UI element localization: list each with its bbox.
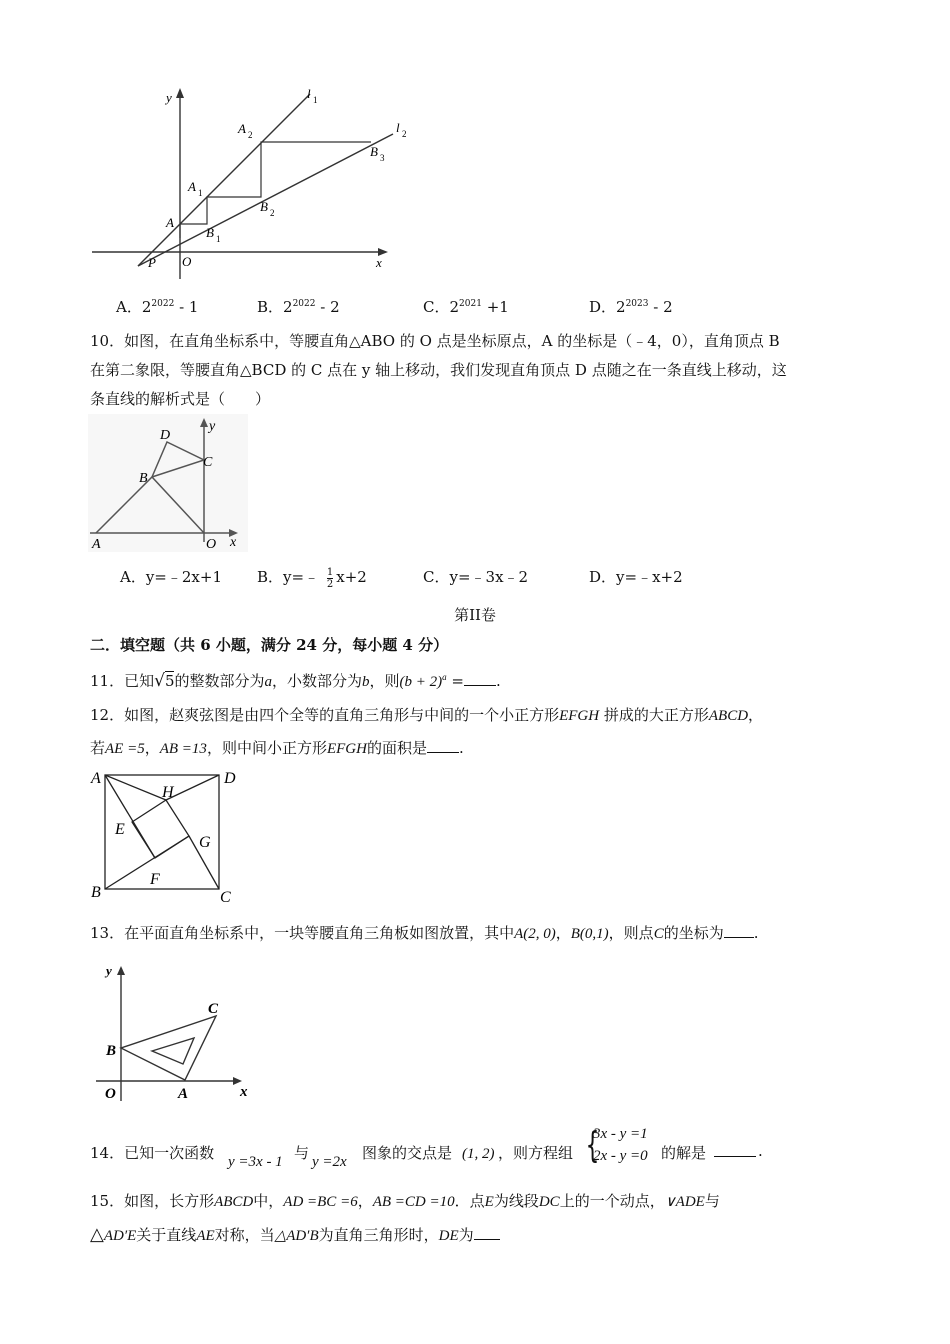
q11-text: 11．已知√5的整数部分为a，小数部分为b，则$(b + 2)^a$ = . bbox=[90, 671, 501, 691]
answer-blank[interactable] bbox=[464, 671, 496, 686]
svg-text:1: 1 bbox=[198, 188, 203, 198]
svg-text:C: C bbox=[208, 1001, 219, 1017]
q9-option-a[interactable]: A．$2^{2022} - 1$ bbox=[116, 298, 199, 316]
svg-text:D: D bbox=[160, 428, 171, 443]
triangle-inner bbox=[152, 1038, 194, 1064]
svg-text:x: x bbox=[240, 1084, 248, 1100]
label-B1: B bbox=[206, 225, 214, 240]
svg-text:2: 2 bbox=[402, 129, 407, 139]
svg-text:B: B bbox=[91, 884, 101, 901]
svg-text:3: 3 bbox=[380, 153, 385, 163]
label-O: O bbox=[182, 254, 192, 269]
svg-text:B: B bbox=[139, 471, 148, 486]
svg-text:1: 1 bbox=[216, 234, 221, 244]
figure-q9 bbox=[88, 84, 423, 284]
svg-text:H: H bbox=[162, 784, 174, 801]
figure-q12 bbox=[88, 766, 248, 908]
svg-text:y: y bbox=[209, 419, 216, 434]
answer-blank[interactable] bbox=[474, 1225, 500, 1240]
q10-option-a[interactable]: A．y=﹣2x+1 bbox=[120, 568, 222, 586]
label-l2: l bbox=[396, 120, 400, 135]
q15-line-2: △AD′E关于直线AE对称，当△AD′B为直角三角形时，DE为 bbox=[90, 1224, 500, 1247]
label-B2: B bbox=[260, 199, 268, 214]
label-A1: A bbox=[188, 179, 196, 194]
q12-line-1: 12．如图，赵爽弦图是由四个全等的直角三角形与中间的一个小正方形EFGH 拼成的大正方形ABCD， bbox=[90, 706, 764, 724]
svg-text:B: B bbox=[106, 1043, 117, 1059]
answer-blank[interactable] bbox=[724, 923, 754, 938]
label-B3: B bbox=[370, 144, 378, 159]
label-A: A bbox=[166, 215, 174, 230]
svg-text:2: 2 bbox=[270, 208, 275, 218]
triangle-outer bbox=[121, 1016, 216, 1080]
q10-line-2: 在第二象限，等腰直角△BCD 的 C 点在 y 轴上移动，我们发现直角顶点 D 点随之在一条直线上移动，这 bbox=[90, 361, 787, 379]
svg-text:C: C bbox=[220, 889, 231, 906]
section2-heading: 二．填空题（共 6 小题，满分 24 分，每小题 4 分） bbox=[90, 636, 449, 654]
svg-text:C: C bbox=[203, 455, 213, 470]
svg-text:O: O bbox=[206, 537, 217, 552]
svg-text:2: 2 bbox=[248, 130, 253, 140]
q12-line-2: 若AE =5，AB =13，则中间小正方形EFGH的面积是 . bbox=[90, 739, 464, 757]
svg-text:A: A bbox=[91, 770, 101, 787]
svg-text:1: 1 bbox=[313, 95, 318, 105]
y-axis-arrow bbox=[176, 88, 184, 98]
q10-option-b[interactable]: B．y=﹣ $\frac{1}{2}$ x+2 bbox=[257, 566, 367, 590]
q10-option-d[interactable]: D．y=﹣x+2 bbox=[589, 568, 683, 586]
q9-option-c[interactable]: C．$2^{2021} +1$ bbox=[423, 298, 509, 316]
svg-text:F: F bbox=[150, 871, 160, 888]
svg-text:O: O bbox=[105, 1086, 116, 1102]
square-efgh bbox=[132, 800, 189, 858]
answer-blank[interactable] bbox=[714, 1142, 756, 1157]
svg-text:A: A bbox=[92, 537, 101, 552]
figure-q13 bbox=[96, 958, 262, 1104]
svg-text:G: G bbox=[199, 834, 211, 851]
section-title: 第II卷 bbox=[454, 606, 496, 624]
label-A2: A bbox=[238, 121, 246, 136]
q13-text: 13．在平面直角坐标系中，一块等腰直角三角板如图放置，其中A(2, 0)，B(0,1)，则点C的坐标为 . bbox=[90, 924, 759, 942]
label-x: x bbox=[376, 255, 382, 270]
svg-text:E: E bbox=[115, 821, 125, 838]
answer-blank[interactable] bbox=[427, 738, 459, 753]
line-l1 bbox=[138, 94, 310, 266]
label-l1: l bbox=[307, 86, 311, 101]
q9-option-b[interactable]: B．$2^{2022} - 2$ bbox=[257, 298, 340, 316]
svg-text:D: D bbox=[224, 770, 236, 787]
svg-text:A: A bbox=[178, 1086, 189, 1102]
q15-line-1: 15．如图，长方形ABCD中，AD =BC =6，AB =CD =10．点E为线段DC上的一个动点，∨ADE与 bbox=[90, 1192, 720, 1210]
figure-q10 bbox=[88, 414, 248, 552]
label-y: y bbox=[166, 90, 172, 105]
label-P: P bbox=[148, 255, 156, 270]
svg-text:y: y bbox=[106, 963, 112, 978]
q10-line-1: 10．如图，在直角坐标系中，等腰直角△ABO 的 O 点是坐标原点，A 的坐标是（﹣4，0），直角顶点 B bbox=[90, 332, 780, 350]
q10-line-3: 条直线的解析式是（ ） bbox=[90, 390, 271, 408]
q10-option-c[interactable]: C．y=﹣3x﹣2 bbox=[423, 568, 529, 586]
svg-text:x: x bbox=[230, 535, 237, 550]
q9-option-d[interactable]: D．$2^{2023} - 2$ bbox=[589, 298, 673, 316]
staircase bbox=[180, 142, 371, 224]
